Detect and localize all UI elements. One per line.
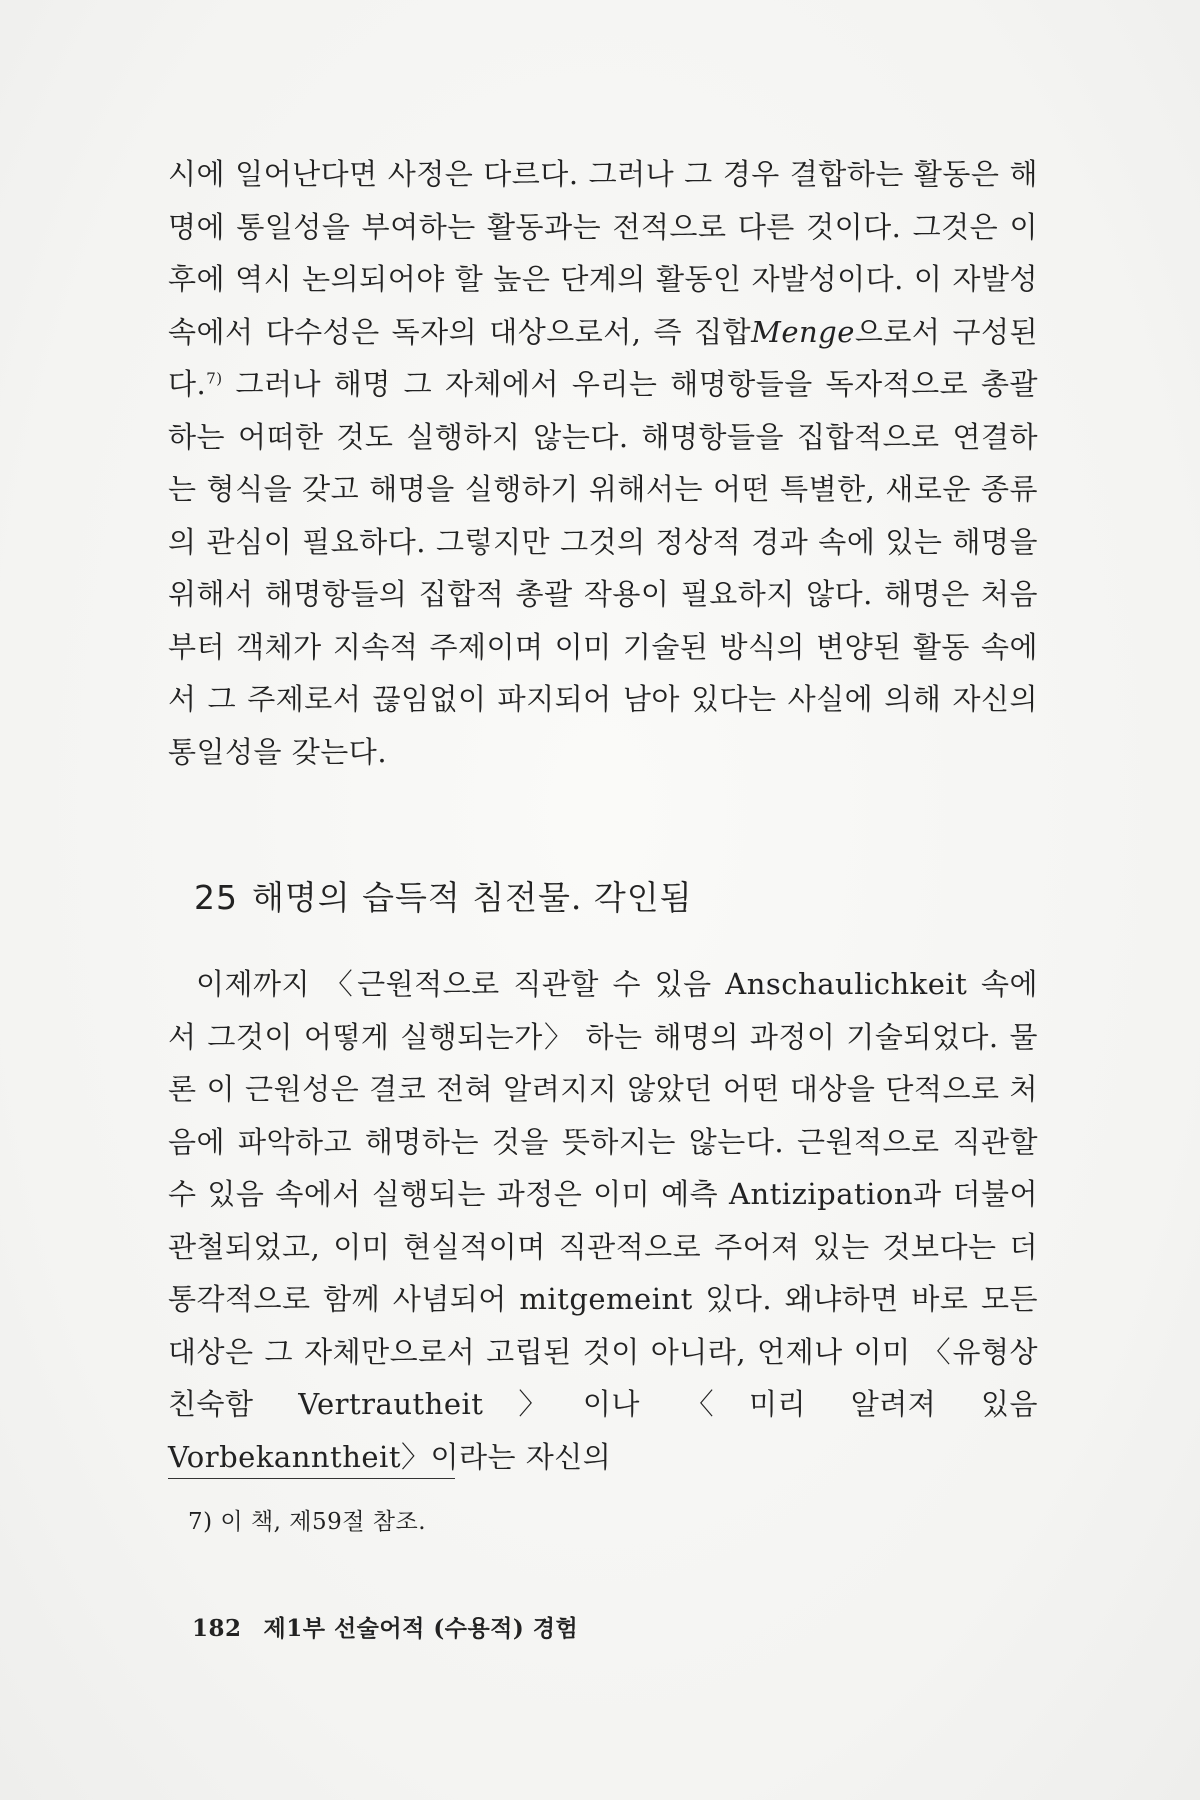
body-paragraph-2: 이제까지 〈근원적으로 직관할 수 있음 Anschaulichkeit 속에서 그것이 어떻게 실행되는가〉 하는 해명의 과정이 기술되었다. 물론 이 근원성은 결코 전혀 알려지지 않았던 어떤 대상을 단적으로 처음에 파악하고 해명하는 것을 뜻하지는 않는다. 근원적으로 직관할 수 있음 속에서 실행되는 과정은 이미 예측 Antizipation과 더불어 관철되었고, 이미 현실적이며 직관적으로 주어져 있는 것보다는 더 통각적으로 함께 사념되어 mitgemeint 있다. 왜냐하면 바로 모든 대상은 그 자체만으로서 고립된 것이 아니라, 언제나 이미 〈유형상 친숙함 Vertrautheit〉이나 〈미리 알려져 있음 Vorbekanntheit〉이라는 자신의	[168, 967, 1038, 1474]
paragraph-1-text-b: 으로서 구성된다.	[168, 314, 1039, 401]
page-number: 182	[192, 1615, 242, 1642]
running-footer	[192, 1610, 578, 1643]
section-number: 25	[194, 878, 238, 917]
section-title: 해명의 습득적 침전물. 각인됨	[252, 878, 693, 917]
running-title: 제1부 선술어적 (수용적) 경험	[263, 1615, 579, 1642]
paragraph-1-text-c: 그러나 해명 그 자체에서 우리는 해명항들을 독자적으로 총괄하는 어떠한 것도 실행하지 않는다. 해명항들을 집합적으로 연결하는 형식을 갖고 해명을 실행하기 위해서는 어떤 특별한, 새로운 종류의 관심이 필요하다. 그렇지만 그것의 정상적 경과 속에 있는 해명을 위해서 해명항들의 집합적 총괄 작용이 필요하지 않다. 해명은 처음부터 객체가 지속적 주제이며 이미 기술된 방식의 변양된 활동 속에서 그 주제로서 끊임없이 파지되어 남아 있다는 사실에 의해 자신의 통일성을 갖는다.	[168, 367, 1038, 769]
german-term-menge: Menge	[751, 314, 855, 349]
paragraph-1-text-a: 시에 일어난다면 사정은 다르다. 그러나 그 경우 결합하는 활동은 해명에 통일성을 부여하는 활동과는 전적으로 다른 것이다. 그것은 이후에 역시 논의되어야 할 높은 단계의 활동인 자발성이다. 이 자발성 속에서 다수성은 독자의 대상으로서, 즉 집합	[168, 157, 1038, 349]
footnote: 7) 이 책, 제59절 참조.	[188, 1509, 427, 1535]
footnote-divider	[168, 1478, 455, 1479]
body-paragraph-1	[168, 148, 1038, 778]
section-heading	[194, 872, 693, 919]
footnote-reference: 7)	[206, 369, 223, 388]
